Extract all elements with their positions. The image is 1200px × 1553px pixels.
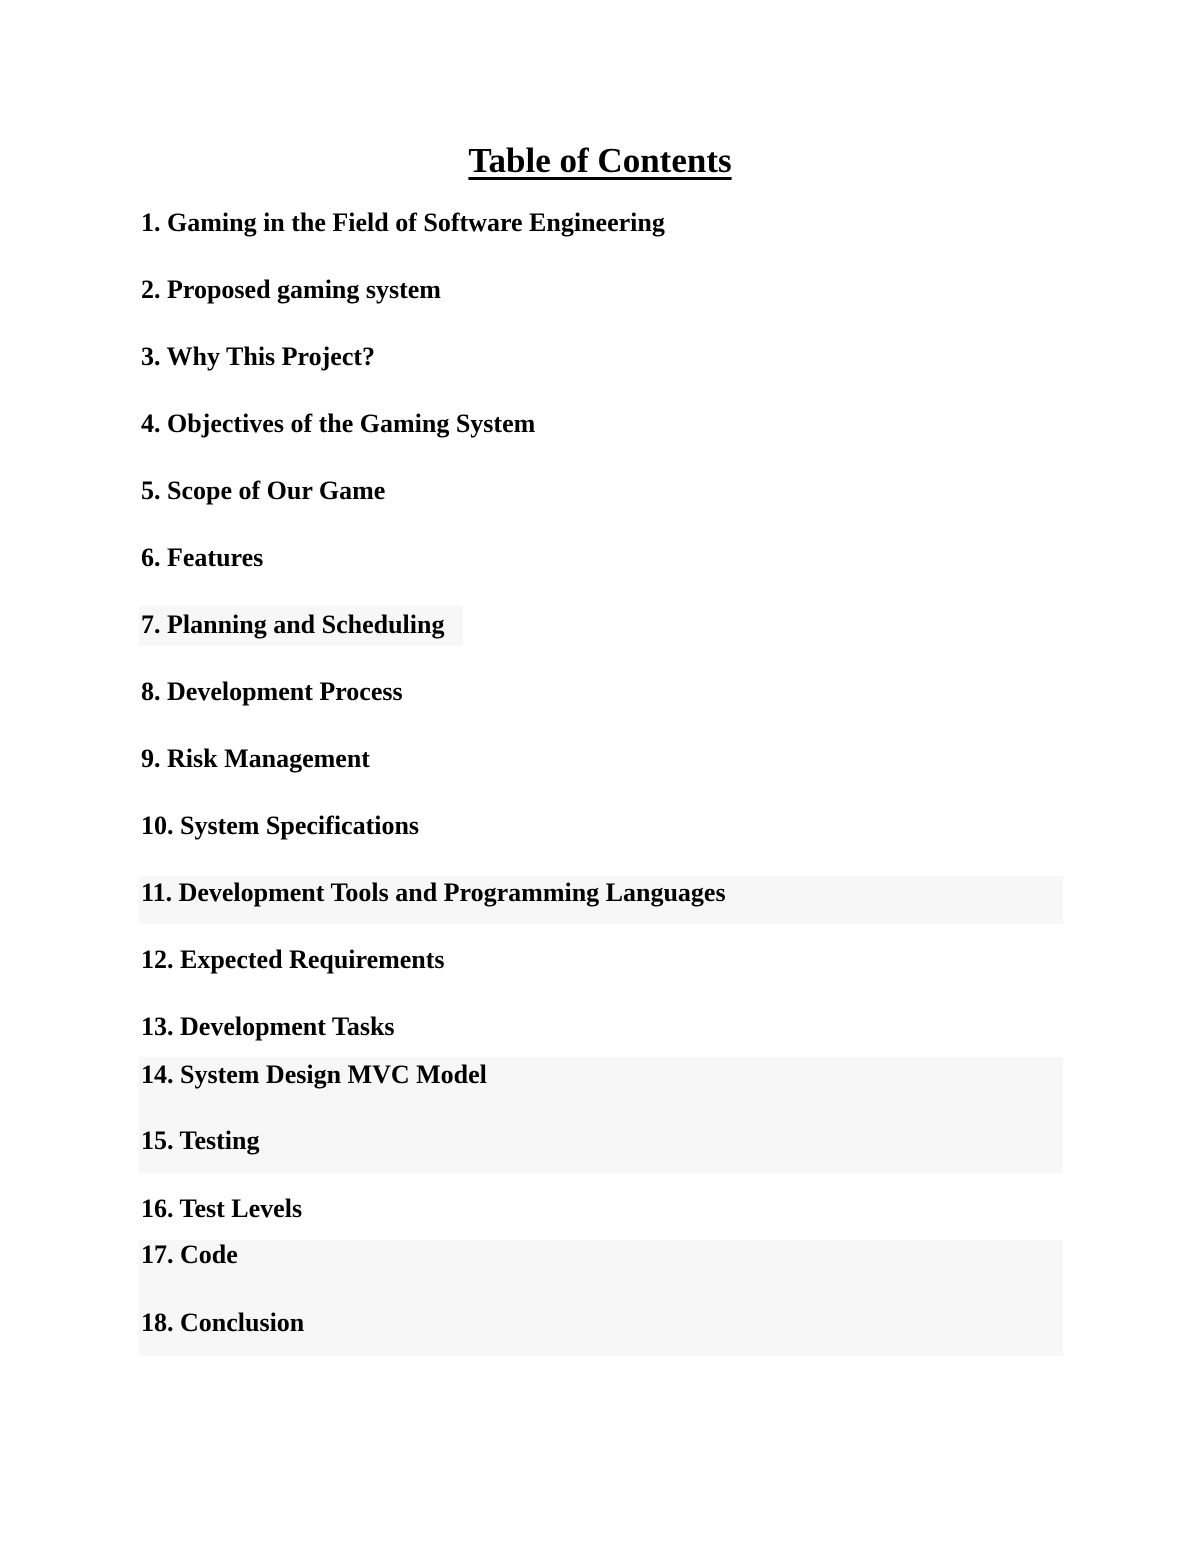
toc-item-9: 9. Risk Management [141,744,370,773]
toc-item-3: 3. Why This Project? [141,342,376,371]
toc-item-16: 16. Test Levels [141,1194,303,1223]
toc-item-8: 8. Development Process [141,677,403,706]
toc-item-10: 10. System Specifications [141,811,420,840]
page-title-text: Table of Contents [468,141,732,180]
toc-item-4: 4. Objectives of the Gaming System [141,409,536,438]
toc-item-6: 6. Features [141,543,264,572]
toc-item-18: 18. Conclusion [141,1308,305,1337]
toc-item-1: 1. Gaming in the Field of Software Engineering [141,208,665,237]
toc-item-17: 17. Code [141,1240,238,1269]
toc-item-7: 7. Planning and Scheduling [141,610,445,639]
toc-item-13: 13. Development Tasks [141,1012,395,1041]
page-title [0,138,1200,184]
toc-item-14: 14. System Design MVC Model [141,1060,487,1089]
toc-item-11: 11. Development Tools and Programming Languages [141,878,726,907]
toc-item-12: 12. Expected Requirements [141,945,445,974]
toc-item-15: 15. Testing [141,1126,260,1155]
toc-item-5: 5. Scope of Our Game [141,476,386,505]
toc-item-2: 2. Proposed gaming system [141,275,441,304]
